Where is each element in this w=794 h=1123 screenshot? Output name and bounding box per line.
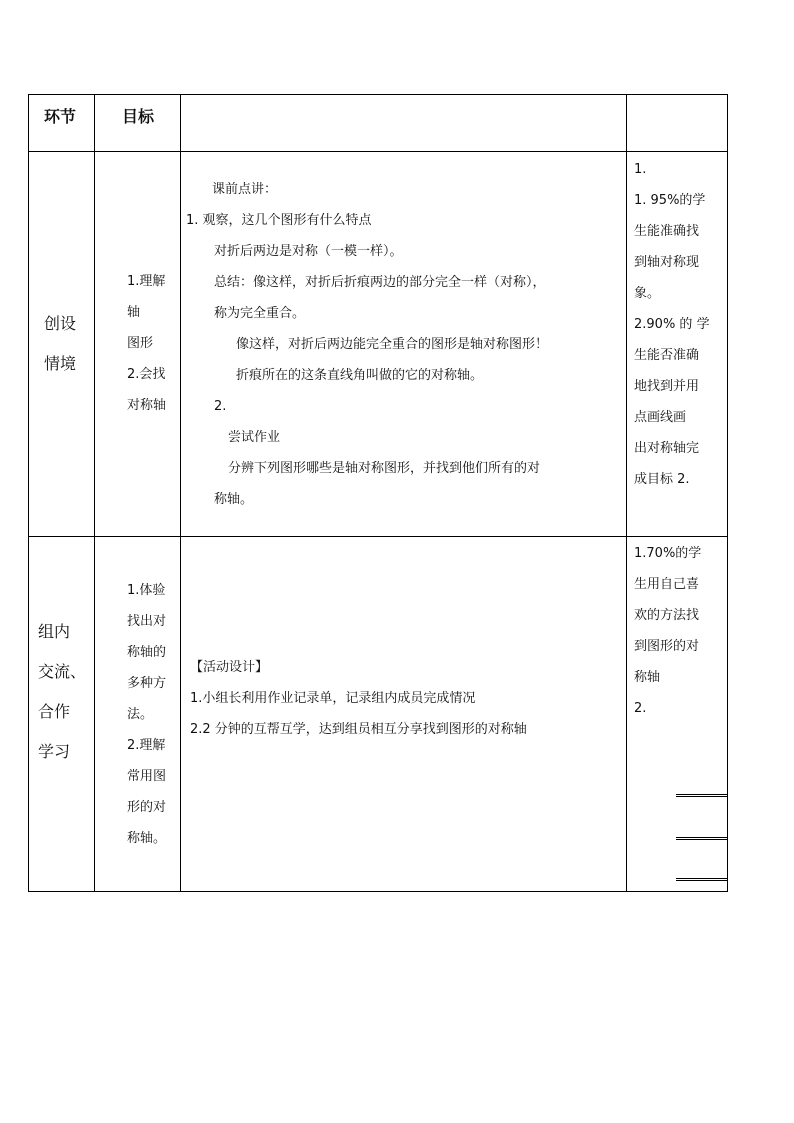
stage-line: 组内 [38, 622, 71, 641]
goal-line: 称轴。 [127, 831, 167, 846]
table-rule-col3 [626, 94, 627, 892]
row1-goal [127, 266, 166, 421]
content-line: 1. 观察，这几个图形有什么特点 [186, 213, 372, 228]
table-rule-col1 [94, 94, 95, 892]
stage-line: 交流、 [38, 662, 87, 681]
goal-line: 2.会找 [127, 367, 166, 382]
assess-line: 出对称轴完 [634, 441, 700, 456]
row2-goal [127, 575, 166, 854]
content-line: 对折后两边是对称（一模一样）。 [214, 244, 403, 259]
double-rule [676, 837, 728, 840]
content-line: 分辨下列图形哪些是轴对称图形，并找到他们所有的对 [228, 461, 541, 476]
stage-line: 情境 [44, 354, 77, 373]
content-line: 折痕所在的这条直线角叫做的它的对称轴。 [236, 368, 484, 383]
stage-line: 创设 [44, 314, 77, 333]
assess-line: 1.70%的学 [634, 546, 702, 561]
assess-line: 2.90% 的 学 [634, 317, 710, 332]
content-line: 总结：像这样，对折后折痕两边的部分完全一样（对称）， [214, 275, 546, 290]
assess-line: 象。 [634, 286, 661, 301]
goal-line: 称轴的 [127, 645, 167, 660]
assess-line: 称轴 [634, 670, 661, 685]
content-line: 课前点讲： [212, 182, 278, 197]
goal-line: 2.理解 [127, 738, 166, 753]
header-goal: 目标 [122, 107, 155, 126]
goal-line: 轴 [127, 305, 141, 320]
double-rule [676, 878, 728, 881]
header-stage: 环节 [44, 107, 77, 126]
table-rule-header [28, 151, 728, 152]
stage-line: 合作 [38, 702, 71, 721]
table-rule-left [28, 94, 29, 892]
goal-line: 形的对 [127, 800, 167, 815]
assess-line: 到轴对称现 [634, 255, 700, 270]
goal-line: 图形 [127, 336, 154, 351]
table-rule-col2 [180, 94, 181, 892]
assess-line: 生能准确找 [634, 224, 700, 239]
goal-line: 1.体验 [127, 583, 166, 598]
goal-line: 找出对 [127, 614, 167, 629]
row2-content [190, 652, 622, 745]
goal-line: 多种方 [127, 676, 167, 691]
assess-line: 欢的方法找 [634, 608, 700, 623]
row1-stage [44, 304, 76, 384]
table-rule-right [727, 94, 728, 892]
lesson-plan-table [28, 94, 728, 892]
assess-line: 生能否准确 [634, 348, 700, 363]
row2-stage [38, 612, 86, 772]
goal-line: 对称轴 [127, 398, 167, 413]
goal-line: 法。 [127, 707, 154, 722]
content-line: 2. [214, 399, 227, 414]
stage-line: 学习 [38, 742, 71, 761]
content-line: 称轴。 [214, 492, 254, 507]
assess-line: 2. [634, 701, 647, 716]
assess-line: 点画线画 [634, 410, 687, 425]
assess-line: 到图形的对 [634, 639, 700, 654]
content-line: 尝试作业 [228, 430, 281, 445]
content-line: 【活动设计】 [190, 660, 269, 675]
assess-line: 1. 95%的学 [634, 193, 706, 208]
row1-assessment [634, 154, 720, 495]
table-rule-bottom [28, 891, 728, 892]
assess-line: 1. [634, 162, 647, 177]
assess-line: 地找到并用 [634, 379, 700, 394]
goal-line: 1.理解 [127, 274, 166, 289]
row2-assessment [634, 538, 720, 724]
assess-line: 生用自己喜 [634, 577, 700, 592]
content-line: 称为完全重合。 [214, 306, 306, 321]
content-line: 像这样，对折后两边能完全重合的图形是轴对称图形！ [236, 337, 549, 352]
assess-line: 成目标 2. [634, 472, 690, 487]
table-rule-row1 [28, 536, 728, 537]
goal-line: 常用图 [127, 769, 167, 784]
content-line: 2.2 分钟的互帮互学，达到组员相互分享找到图形的对称轴 [190, 722, 527, 737]
row1-content [186, 174, 622, 515]
content-line: 1.小组长利用作业记录单，记录组内成员完成情况 [190, 691, 476, 706]
table-rule-top [28, 94, 728, 95]
double-rule [676, 794, 728, 797]
